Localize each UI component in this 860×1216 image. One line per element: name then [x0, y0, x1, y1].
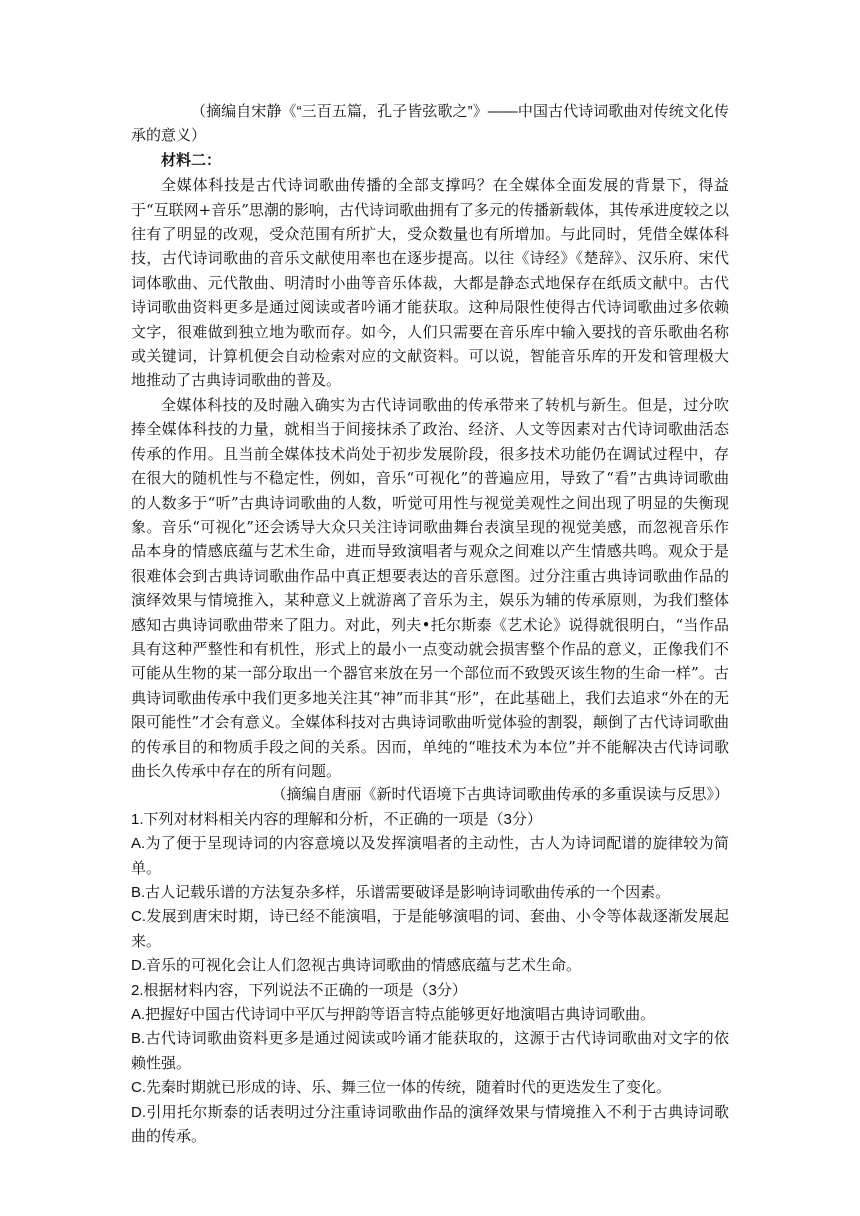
question-2-stem: 2.根据材料内容，下列说法不正确的一项是（3分）: [131, 981, 467, 999]
section-heading-material-2: 材料二：: [161, 151, 222, 169]
question-1-option-b: B.古人记载乐谱的方法复杂多样，乐谱需要破译是影响诗词歌曲传承的一个因素。: [131, 884, 671, 901]
question-1: [131, 808, 729, 979]
source-citation-1: （摘编自宋静《“三百五篇，孔子皆弦歌之”》——中国古代诗词歌曲对传统文化传承的意义）: [131, 103, 729, 145]
question-1-option-c: C.发展到唐宋时期，诗已经不能演唱，于是能够演唱的词、套曲、小令等体裁逐渐发展起来。: [131, 908, 729, 950]
question-1-option-a: A.为了便于呈现诗词的内容意境以及发挥演唱者的主动性，古人为诗词配谱的旋律较为简单。: [131, 835, 729, 877]
question-2-option-d: D.引用托尔斯泰的话表明过分注重诗词歌曲作品的演绎效果与情境推入不利于古典诗词歌曲的传承。: [131, 1103, 729, 1146]
source-citation-2: （摘编自唐丽《新时代语境下古典诗词歌曲传承的多重误读与反思》）: [271, 786, 729, 804]
question-2: [131, 979, 729, 1150]
question-1-option-d: D.音乐的可视化会让人们忽视古典诗词歌曲的情感底蕴与艺术生命。: [131, 957, 582, 975]
body-paragraph-2: 全媒体科技的及时融入确实为古代诗词歌曲的传承带来了转机与新生。但是，过分吹捧全媒体科技的力量，就相当于间接抹杀了政治、经济、人文等因素对古代诗词歌曲活态传承的作用。且当前全媒体技术尚处于初步发展阶段，很多技术功能仍在调试过程中，存在很大的随机性与不稳定性，例如，音乐“可视化”的普遍应用，导致了“看”古典诗词歌曲的人数多于“听”古典诗词歌曲的人数，听觉可用性与视觉美观性之间出现了明显的失衡现象。音乐“可视化”还会诱导大众只关注诗词歌曲舞台表演呈现的视觉美感，而忽视音乐作品本身的情感底蕴与艺术生命，进而导致演唱者与观众之间难以产生情感共鸣。观众于是很难体会到古典诗词歌曲作品中真正想要表达的音乐意图。过分注重古典诗词歌曲作品的演绎效果与情境推入，某种意义上就游离了音乐为主，娱乐为辅的传承原则，为我们整体感知古典诗词歌曲带来了阻力。对此，列夫•托尔斯泰《艺术论》说得就很明白，“当作品具有这种严整性和有机性，形式上的最小一点变动就会损害整个作品的意义，正像我们不可能从生物的某一部分取出一个器官来放在另一个部位而不致毁灭该生物的生命一样”。古典诗词歌曲传承中我们更多地关注其“神”而非其“形”，在此基础上，我们去追求“外在的无限可能性”才会有意义。全媒体科技对古典诗词歌曲听觉体验的割裂，颠倒了古代诗词歌曲的传承目的和物质手段之间的关系。因而，单纯的“唯技术为本位”并不能解决古代诗词歌曲长久传承中存在的所有问题。: [131, 395, 729, 780]
document-page: [131, 100, 729, 1149]
question-2-option-a: A.把握好中国古代诗词中平仄与押韵等语言特点能够更好地演唱古典诗词歌曲。: [131, 1006, 656, 1024]
question-2-option-b: B.古代诗词歌曲资料更多是通过阅读或吟诵才能获取的，这源于古代诗词歌曲对文字的依赖性强。: [131, 1030, 729, 1072]
question-1-stem: 1.下列对材料相关内容的理解和分析，不正确的一项是（3分）: [131, 810, 542, 828]
question-2-option-c: C.先秦时期就已形成的诗、乐、舞三位一体的传统，随着时代的更迭发生了变化。: [131, 1079, 672, 1097]
body-paragraph-1: 全媒体科技是古代诗词歌曲传播的全部支撑吗？在全媒体全面发展的背景下，得益于“互联网+音乐”思潮的影响，古代诗词歌曲拥有了多元的传播新载体，其传承进度较之以往有了明显的改观，受众范围有所扩大，受众数量也有所增加。与此同时，凭借全媒体科技，古代诗词歌曲的音乐文献使用率也在逐步提高。以往《诗经》《楚辞》、汉乐府、宋代词体歌曲、元代散曲、明清时小曲等音乐体裁，大都是静态式地保存在纸质文献中。古代诗词歌曲资料更多是通过阅读或者吟诵才能获取。这种局限性使得古代诗词歌曲过多依赖文字，很难做到独立地为歌而存。如今，人们只需要在音乐库中输入要找的音乐歌曲名称或关键词，计算机便会自动检索对应的文献资料。可以说，智能音乐库的开发和管理极大地推动了古典诗词歌曲的普及。: [131, 176, 729, 390]
